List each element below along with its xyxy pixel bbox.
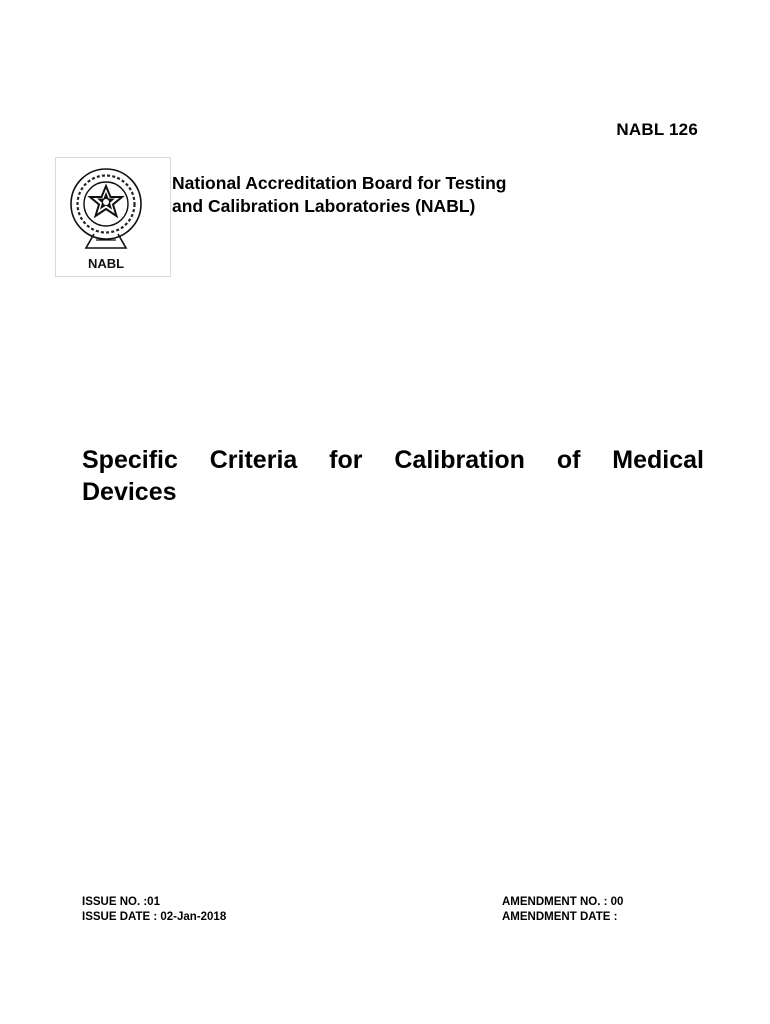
- document-title-line1: Specific Criteria for Calibration of Medical: [82, 446, 704, 474]
- document-code: NABL 126: [616, 120, 698, 139]
- organization-name-line1: National Accreditation Board for Testing: [172, 173, 507, 193]
- issue-date: ISSUE DATE : 02-Jan-2018: [82, 911, 227, 923]
- issue-number: ISSUE NO. :01: [82, 896, 160, 908]
- organization-name-line2: and Calibration Laboratories (NABL): [172, 196, 476, 216]
- document-title-line2: Devices: [82, 478, 177, 506]
- amendment-date: AMENDMENT DATE :: [502, 911, 618, 923]
- nabl-logo: [55, 157, 171, 277]
- organization-name: [172, 172, 506, 218]
- issue-info: [82, 895, 226, 925]
- amendment-number: AMENDMENT NO. : 00: [502, 896, 624, 908]
- amendment-info: [502, 895, 623, 925]
- logo-caption: NABL: [87, 256, 125, 271]
- document-title: [82, 444, 704, 508]
- nabl-emblem-icon: [56, 158, 170, 276]
